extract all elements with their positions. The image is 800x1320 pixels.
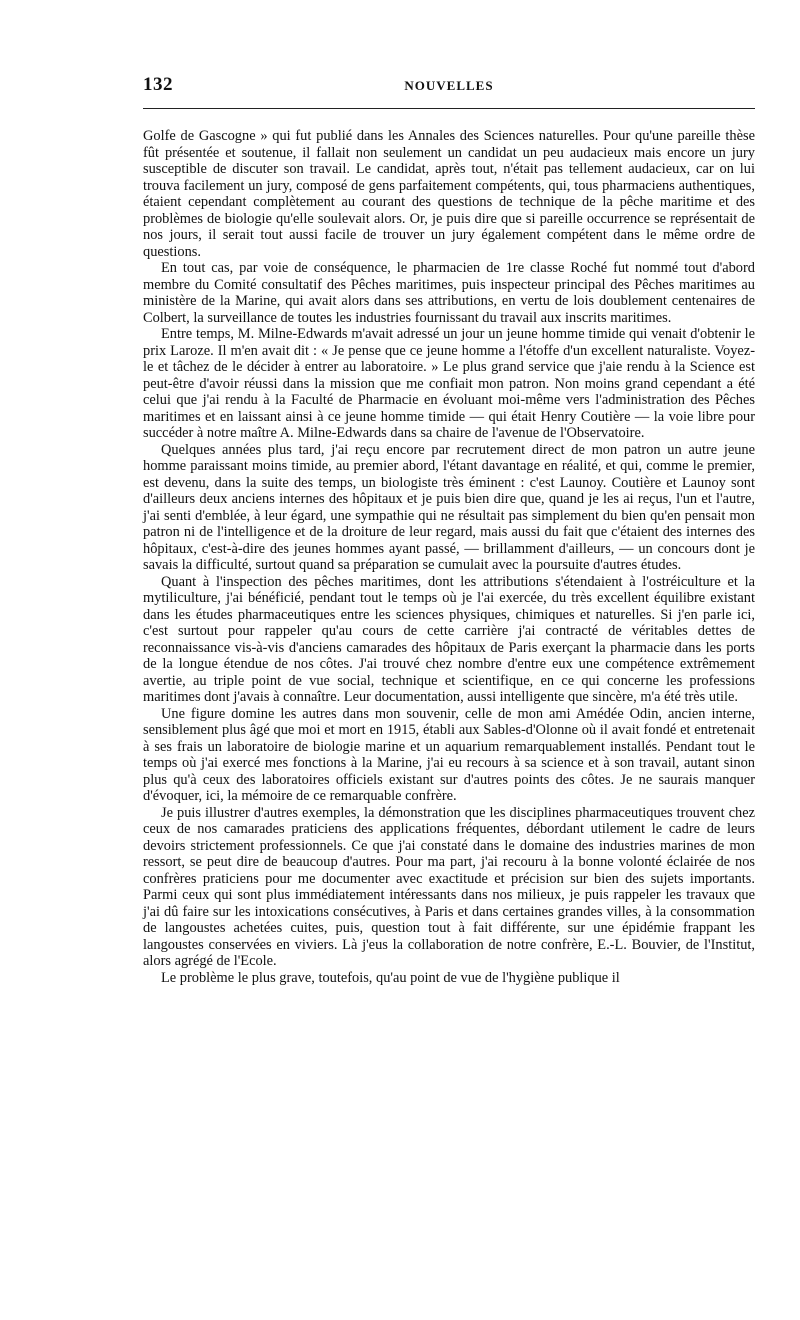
- paragraph: Entre temps, M. Milne-Edwards m'avait adressé un jour un jeune homme timide qui venait d'obtenir le prix Laroze. Il m'en avait dit : « Je pense que ce jeune homme a l'étoffe d'un excellent naturaliste. Voyez-le et tâchez de le décider à entrer au laboratoire. » Le plus grand service que j'aie rendu à la Science est peut-être d'avoir réussi dans la mission que me confiait mon patron. Non moins grand cependant a été celui que j'ai rendu à la Faculté de Pharmacie en évoluant moi-même vers l'administration des Pêches maritimes et en laissant ainsi à ce jeune homme timide — qui était Henry Coutière — la voie libre pour succéder à notre maître A. Milne-Edwards dans sa chaire de l'avenue de l'Observatoire.: [143, 326, 755, 441]
- header-rule: [143, 108, 755, 109]
- page-number: 132: [143, 74, 173, 95]
- paragraph: Une figure domine les autres dans mon souvenir, celle de mon ami Amédée Odin, ancien interne, sensiblement plus âgé que moi et mort en 1915, établi aux Sables-d'Olonne où il avait fondé et entretenait à ses frais un laboratoire de biologie marine et un aquarium remarquablement installés. Pendant tout le temps où j'ai exercé mes fonctions à la Marine, j'ai eu recours à sa science et à son travail, autant sinon plus qu'à ceux des laboratoires officiels existant sur d'autres points des côtes. Je ne saurais manquer d'évoquer, ici, la mémoire de ce remarquable confrère.: [143, 705, 755, 804]
- paragraph: Le problème le plus grave, toutefois, qu'au point de vue de l'hygiène publique il: [161, 969, 620, 986]
- body-text: [143, 128, 755, 986]
- page-header: [143, 74, 755, 104]
- paragraph: Golfe de Gascogne » qui fut publié dans les Annales des Sciences naturelles. Pour qu'une pareille thèse fût présentée et soutenue, il fallait non seulement un candidat un peu audacieux mais encore un jury susceptible de discuter son travail. Le candidat, après tout, n'était pas tellement audacieux, car on lui trouva facilement un jury, composé de gens parfaitement compétents, qui, tous pharmaciens authentiques, étaient cependant complètement au courant des questions de technique de la pêche maritime et des problèmes de biologie qu'elle soulevait alors. Or, je puis dire que si pareille occurrence se représentait de nos jours, il serait tout aussi facile de trouver un jury également compétent dans le même ordre de questions.: [143, 128, 755, 260]
- paragraph: Quant à l'inspection des pêches maritimes, dont les attributions s'étendaient à l'ostréiculture et la mytiliculture, j'ai bénéficié, pendant tout le temps où je l'ai exercée, du très excellent équilibre existant dans les études pharmaceutiques entre les sciences physiques, chimiques et naturelles. Si j'en parle ici, c'est surtout pour rappeler qu'au cours de cette carrière j'ai contracté de véritables dettes de reconnaissance vis-à-vis d'anciens camarades des hôpitaux de Paris exerçant la pharmacie dans les ports de la longue étendue de nos côtes. J'ai trouvé chez nombre d'entre eux une compétence extrêmement avertie, au triple point de vue social, technique et scientifique, en ce qui concerne les professions maritimes dont j'avais à connaître. Leur documentation, aussi intelligente que sincère, m'a été très utile.: [143, 573, 755, 705]
- paragraph: En tout cas, par voie de conséquence, le pharmacien de 1re classe Roché fut nommé tout d'abord membre du Comité consultatif des Pêches maritimes, puis inspecteur principal des Pêches maritimes au ministère de la Marine, qui avait alors dans ses attributions, en vertu de lois doublement centenaires de Colbert, la surveillance de toutes les industries fournissant du travail aux inscrits maritimes.: [143, 260, 755, 326]
- paragraph: Je puis illustrer d'autres exemples, la démonstration que les disciplines pharmaceutiques trouvent chez ceux de nos camarades praticiens des applications fréquentes, débordant utilement le cadre de leurs devoirs strictement professionnels. Ce que j'ai constaté dans le domaine des industries marines de mon ressort, se peut dire de beaucoup d'autres. Pour ma part, j'ai recouru à la bonne volonté éclairée de nos confrères praticiens pour me documenter avec exactitude et précision sur bien des sujets importants. Parmi ceux qui sont plus immédiatement intéressants dans nos milieux, je puis rappeler les travaux que j'ai dû faire sur les intoxications consécutives, à Paris et dans certaines grandes villes, à la consommation de langoustes achetées cuites, puis, question tout à fait différente, sur une épidémie frappant les langoustes conservées en viviers. Là j'eus la collaboration de notre confrère, E.-L. Bouvier, de l'Institut, alors agrégé de l'Ecole.: [143, 804, 755, 969]
- paragraph: Quelques années plus tard, j'ai reçu encore par recrutement direct de mon patron un autre jeune homme paraissant moins timide, au premier abord, l'étant davantage en réalité, et qui, comme le premier, est devenu, dans la suite des temps, un biologiste très éminent : c'est Launoy. Coutière et Launoy sont d'ailleurs deux anciens internes des hôpitaux et je puis bien dire que, quand je les ai reçus, l'un et l'autre, j'ai senti d'emblée, à leur égard, une sympathie qui ne résultait pas simplement du bien qu'en pensait mon patron ni de l'intelligence et de la droiture de leur regard, mais aussi du fait que c'étaient des internes des hôpitaux, c'est-à-dire des jeunes hommes ayant passé, — brillamment d'ailleurs, — un concours dont je savais la difficulté, surtout quand sa préparation se cumulait avec la poursuite d'autres études.: [143, 441, 755, 573]
- running-title: NOUVELLES: [404, 78, 494, 93]
